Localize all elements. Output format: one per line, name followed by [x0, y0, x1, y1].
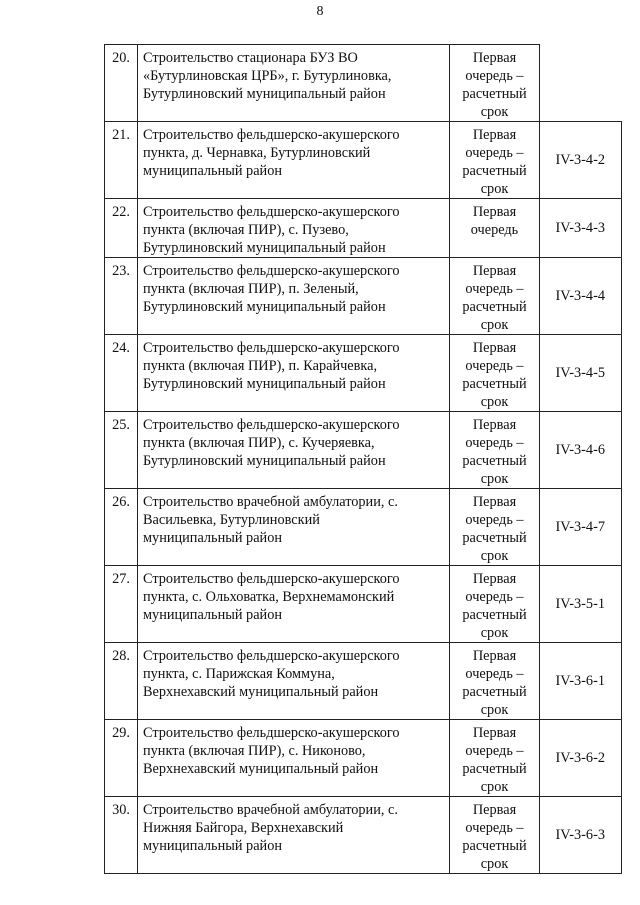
term-line: срок: [480, 104, 509, 120]
implementation-term: [450, 797, 540, 874]
description-line: муниципальный район: [143, 530, 283, 546]
description-line: Строительство фельдшерско-акушерского: [143, 571, 400, 587]
term-line: Первая: [472, 50, 517, 66]
row-number: 27.: [105, 566, 138, 643]
term-line: расчетный: [462, 607, 527, 623]
description-line: Строительство фельдшерско-акушерского: [143, 204, 400, 220]
table-row: [105, 45, 622, 122]
object-code: IV-3-4-6: [540, 412, 622, 489]
description-line: пункта (включая ПИР), п. Зеленый,: [143, 281, 359, 297]
term-line: срок: [480, 625, 509, 641]
description-line: Васильевка, Бутурлиновский: [143, 512, 320, 528]
implementation-term: [450, 122, 540, 199]
description-line: Нижняя Байгора, Верхнехавский: [143, 820, 344, 836]
row-number: 20.: [105, 45, 138, 122]
description-line: пункта (включая ПИР), с. Никоново,: [143, 743, 366, 759]
row-number: 29.: [105, 720, 138, 797]
object-code: IV-3-4-2: [540, 122, 622, 199]
table-row: [105, 720, 622, 797]
term-line: очередь –: [465, 666, 524, 682]
row-number: 25.: [105, 412, 138, 489]
table-row: [105, 643, 622, 720]
term-line: расчетный: [462, 299, 527, 315]
facility-description: [138, 489, 450, 566]
description-line: Строительство врачебной амбулатории, с.: [143, 802, 398, 818]
description-line: пункта, с. Парижская Коммуна,: [143, 666, 335, 682]
term-line: очередь –: [465, 435, 524, 451]
term-line: расчетный: [462, 86, 527, 102]
facility-description: [138, 122, 450, 199]
object-code: IV-3-4-3: [540, 199, 622, 258]
term-line: Первая: [472, 263, 517, 279]
implementation-term: [450, 45, 540, 122]
object-code: IV-3-6-3: [540, 797, 622, 874]
row-number: 30.: [105, 797, 138, 874]
description-line: муниципальный район: [143, 838, 283, 854]
facility-description: [138, 412, 450, 489]
term-line: очередь –: [465, 68, 524, 84]
description-line: пункта (включая ПИР), с. Пузево,: [143, 222, 349, 238]
description-line: Верхнехавский муниципальный район: [143, 684, 379, 700]
term-line: срок: [480, 779, 509, 795]
term-line: очередь –: [465, 358, 524, 374]
facility-description: [138, 566, 450, 643]
description-line: Бутурлиновский муниципальный район: [143, 86, 386, 102]
description-line: муниципальный район: [143, 607, 283, 623]
term-line: Первая: [472, 802, 517, 818]
term-line: срок: [480, 181, 509, 197]
term-line: расчетный: [462, 684, 527, 700]
term-line: Первая: [472, 204, 517, 220]
description-line: Строительство стационара БУЗ ВО: [143, 50, 358, 66]
facility-description: [138, 335, 450, 412]
implementation-term: [450, 489, 540, 566]
term-line: очередь –: [465, 281, 524, 297]
term-line: расчетный: [462, 838, 527, 854]
term-line: расчетный: [462, 453, 527, 469]
table-row: [105, 566, 622, 643]
term-line: расчетный: [462, 163, 527, 179]
description-line: Строительство фельдшерско-акушерского: [143, 725, 400, 741]
term-line: Первая: [472, 571, 517, 587]
term-line: Первая: [472, 127, 517, 143]
object-code: IV-3-4-7: [540, 489, 622, 566]
facility-description: [138, 258, 450, 335]
row-number: 28.: [105, 643, 138, 720]
description-line: Строительство врачебной амбулатории, с.: [143, 494, 398, 510]
object-code: IV-3-4-4: [540, 258, 622, 335]
facility-description: [138, 199, 450, 258]
description-line: «Бутурлиновская ЦРБ», г. Бутурлиновка,: [143, 68, 392, 84]
page-number: 8: [316, 4, 324, 19]
description-line: пункта (включая ПИР), с. Кучеряевка,: [143, 435, 375, 451]
description-line: Верхнехавский муниципальный район: [143, 761, 379, 777]
object-code: IV-3-6-2: [540, 720, 622, 797]
description-line: Строительство фельдшерско-акушерского: [143, 127, 400, 143]
term-line: расчетный: [462, 761, 527, 777]
table-row: [105, 412, 622, 489]
table-row: [105, 489, 622, 566]
table-row: [105, 122, 622, 199]
term-line: срок: [480, 702, 509, 718]
facility-description: [138, 797, 450, 874]
facility-description: [138, 45, 450, 122]
object-code: [540, 45, 622, 122]
description-line: пункта, д. Чернавка, Бутурлиновский: [143, 145, 371, 161]
object-code: IV-3-6-1: [540, 643, 622, 720]
description-line: Бутурлиновский муниципальный район: [143, 453, 386, 469]
term-line: очередь –: [465, 743, 524, 759]
implementation-term: [450, 335, 540, 412]
term-line: очередь –: [465, 820, 524, 836]
table-row: [105, 258, 622, 335]
table-body: [105, 45, 622, 874]
facilities-table: [104, 44, 622, 874]
term-line: Первая: [472, 494, 517, 510]
term-line: срок: [480, 548, 509, 564]
row-number: 22.: [105, 199, 138, 258]
term-line: расчетный: [462, 530, 527, 546]
facility-description: [138, 643, 450, 720]
facility-description: [138, 720, 450, 797]
term-line: срок: [480, 471, 509, 487]
object-code: IV-3-4-5: [540, 335, 622, 412]
description-line: пункта, с. Ольховатка, Верхнемамонский: [143, 589, 395, 605]
description-line: муниципальный район: [143, 163, 283, 179]
term-line: Первая: [472, 648, 517, 664]
term-line: Первая: [472, 725, 517, 741]
table-row: [105, 797, 622, 874]
description-line: Бутурлиновский муниципальный район: [143, 299, 386, 315]
implementation-term: [450, 199, 540, 258]
term-line: очередь –: [465, 512, 524, 528]
term-line: очередь –: [465, 589, 524, 605]
row-number: 26.: [105, 489, 138, 566]
description-line: Бутурлиновский муниципальный район: [143, 376, 386, 392]
term-line: срок: [480, 394, 509, 410]
description-line: Строительство фельдшерско-акушерского: [143, 648, 400, 664]
term-line: срок: [480, 856, 509, 872]
implementation-term: [450, 643, 540, 720]
row-number: 21.: [105, 122, 138, 199]
row-number: 24.: [105, 335, 138, 412]
description-line: Бутурлиновский муниципальный район: [143, 240, 386, 256]
term-line: очередь: [470, 222, 519, 238]
implementation-term: [450, 412, 540, 489]
implementation-term: [450, 258, 540, 335]
implementation-term: [450, 566, 540, 643]
description-line: пункта (включая ПИР), п. Карайчевка,: [143, 358, 378, 374]
term-line: срок: [480, 317, 509, 333]
object-code: IV-3-5-1: [540, 566, 622, 643]
description-line: Строительство фельдшерско-акушерского: [143, 417, 400, 433]
term-line: Первая: [472, 340, 517, 356]
term-line: очередь –: [465, 145, 524, 161]
term-line: Первая: [472, 417, 517, 433]
table-row: [105, 199, 622, 258]
row-number: 23.: [105, 258, 138, 335]
description-line: Строительство фельдшерско-акушерского: [143, 340, 400, 356]
description-line: Строительство фельдшерско-акушерского: [143, 263, 400, 279]
implementation-term: [450, 720, 540, 797]
term-line: расчетный: [462, 376, 527, 392]
table-row: [105, 335, 622, 412]
